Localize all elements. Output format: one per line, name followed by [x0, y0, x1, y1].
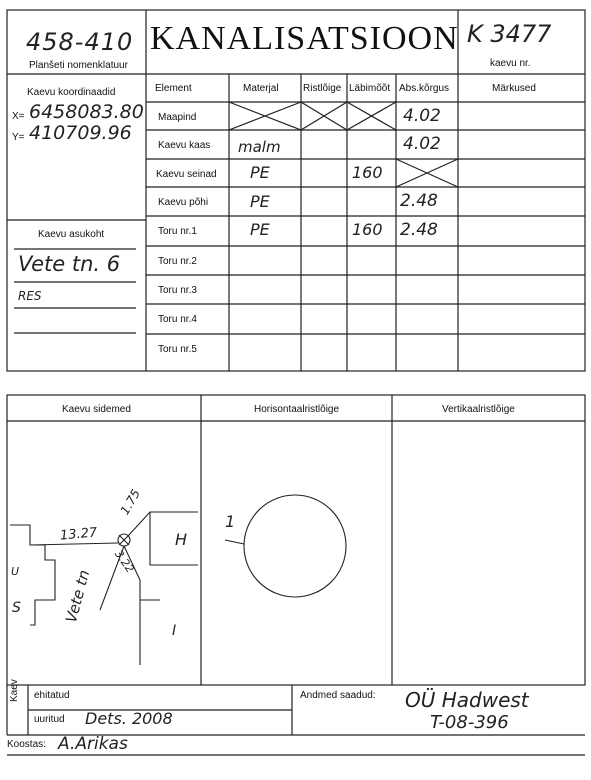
row-elev: 4.02 [403, 106, 441, 126]
sheet-label: Planšeti nomenklatuur [29, 60, 128, 71]
well-label: kaevu nr. [490, 58, 531, 69]
section-horizontal: Horisontaalristlõige [254, 404, 340, 415]
footer-koostas-value: A.Arikas [58, 734, 128, 754]
sketch-lines [10, 495, 346, 665]
row-material: PE [250, 220, 270, 239]
y-prefix: Y= [12, 132, 25, 143]
well-number: K 3477 [467, 20, 552, 48]
row-element: Toru nr.1 [158, 226, 197, 237]
row-diameter: 160 [352, 163, 383, 182]
x-coordinate: 6458083.80 [29, 101, 144, 123]
row-element: Maapind [158, 112, 197, 123]
row-elev: 2.48 [400, 220, 438, 240]
footer-andmed-label: Andmed saadud: [300, 690, 376, 701]
sketch-building-u: U [11, 565, 20, 578]
footer-koostas-label: Koostas: [7, 739, 46, 750]
row-material: PE [250, 192, 270, 211]
sketch-building-s: S [12, 600, 21, 616]
sketch-building-i: I [172, 623, 177, 639]
col-abs-korgus: Abs.kõrgus [399, 83, 450, 94]
col-materjal: Materjal [243, 83, 279, 94]
row-element: Toru nr.4 [158, 314, 197, 325]
sketch-distance-b: 1.75 [117, 486, 144, 518]
row-element: Kaevu põhi [158, 197, 209, 208]
pipe-label: 1 [225, 512, 236, 531]
row-element: Toru nr.3 [158, 285, 197, 296]
location-street: Vete tn. 6 [18, 252, 121, 276]
row-element: Kaevu kaas [158, 140, 211, 151]
footer-kaev: Kaev [9, 679, 20, 702]
col-markused: Märkused [492, 83, 536, 94]
col-labimoot: Läbimõõt [349, 83, 391, 94]
x-prefix: X= [12, 111, 25, 122]
row-element: Kaevu seinad [156, 169, 217, 180]
page-title: KANALISATSIOON [150, 20, 459, 57]
col-ristloige: Ristlõige [303, 83, 342, 94]
row-elev: 2.48 [400, 191, 438, 211]
row-diameter: 160 [352, 220, 383, 239]
coords-label: Kaevu koordinaadid [27, 87, 116, 98]
sketch-distance-a: 13.27 [59, 525, 98, 544]
sketch-distance-c: 3.22 [111, 547, 137, 576]
footer-andmed-code: T-08-396 [430, 712, 509, 733]
sketch-building-h: H [175, 530, 188, 549]
footer-ehitatud: ehitatud [34, 690, 70, 701]
row-material: malm [238, 138, 281, 156]
col-element: Element [155, 83, 192, 94]
footer-andmed-company: OÜ Hadwest [405, 688, 529, 712]
row-elev: 4.02 [403, 134, 441, 154]
section-connections: Kaevu sidemed [62, 404, 131, 415]
sketch-street: Vete tn [62, 567, 94, 625]
footer-uuritud: uuritud [34, 714, 65, 725]
row-element: Toru nr.5 [158, 344, 197, 355]
row-material: PE [250, 163, 270, 182]
row-element: Toru nr.2 [158, 256, 197, 267]
y-coordinate: 410709.96 [29, 122, 132, 144]
sheet-number: 458-410 [26, 28, 134, 56]
footer-uuritud-value: Dets. 2008 [85, 709, 173, 728]
location-note: RES [18, 289, 42, 303]
section-vertical: Vertikaalristlõige [442, 404, 515, 415]
location-label: Kaevu asukoht [38, 229, 105, 240]
